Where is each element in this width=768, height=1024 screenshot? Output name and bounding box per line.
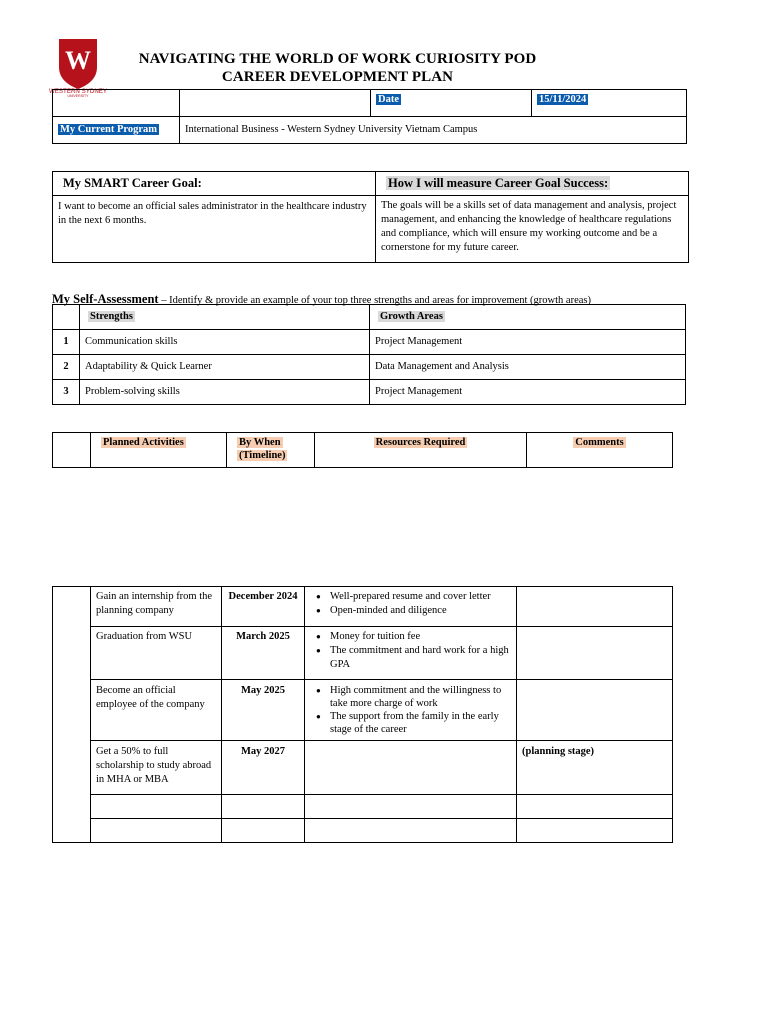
comment-cell: (planning stage) (517, 741, 673, 795)
strengths-table (52, 304, 686, 405)
resources-list (310, 684, 511, 736)
resources-header: Resources Required (375, 437, 466, 448)
strength-cell: Communication skills (80, 330, 370, 355)
planned-activities-header: Planned Activities (103, 437, 184, 448)
document-title (100, 51, 575, 86)
timeline-header: (Timeline) (239, 450, 286, 461)
activity-cell: Graduation from WSU (91, 627, 222, 680)
program-label: My Current Program (60, 124, 158, 135)
info-table (52, 89, 687, 144)
table-row (53, 819, 673, 843)
resources-list (310, 630, 511, 672)
timeline-cell: December 2024 (222, 587, 305, 627)
table-row (53, 627, 673, 680)
activity-cell: Become an official employee of the company (91, 680, 222, 741)
university-logo (48, 37, 108, 98)
table-row (53, 587, 673, 627)
table-row (53, 330, 686, 355)
comments-header: Comments (575, 437, 624, 448)
growth-areas-header: Growth Areas (380, 311, 443, 322)
table-row (53, 355, 686, 380)
plan-table (52, 586, 673, 843)
row-number: 1 (53, 330, 80, 355)
comment-cell (517, 627, 673, 680)
row-number: 2 (53, 355, 80, 380)
program-value: International Business - Western Sydney University Vietnam Campus (180, 117, 687, 144)
comment-cell (517, 680, 673, 741)
plan-header-table (52, 432, 673, 468)
timeline-cell: March 2025 (222, 627, 305, 680)
timeline-cell: May 2025 (222, 680, 305, 741)
smart-goal-label: My SMART Career Goal: (63, 175, 202, 190)
table-row (53, 680, 673, 741)
table-row (53, 380, 686, 405)
svg-text:W: W (65, 46, 91, 75)
by-when-header: By When (239, 437, 281, 448)
date-label: Date (378, 94, 399, 105)
resources-list (310, 590, 511, 618)
table-row (53, 741, 673, 795)
list-item: ● Well-prepared resume and cover letter (330, 590, 511, 604)
strengths-header: Strengths (90, 311, 133, 322)
smart-goal-text: I want to become an official sales administrator in the healthcare industry in the next 6 months. (53, 196, 376, 263)
shield-logo-icon (48, 37, 108, 98)
svg-text:UNIVERSITY: UNIVERSITY (67, 94, 89, 98)
strength-cell: Adaptability & Quick Learner (80, 355, 370, 380)
list-item: ● Open-minded and diligence (330, 604, 511, 618)
growth-cell: Data Management and Analysis (370, 355, 686, 380)
self-assessment-title: My Self-Assessment (52, 292, 159, 306)
title-line-1: NAVIGATING THE WORLD OF WORK CURIOSITY POD (138, 51, 537, 67)
strength-cell: Problem-solving skills (80, 380, 370, 405)
date-value: 15/11/2024 (539, 94, 587, 105)
growth-cell: Project Management (370, 330, 686, 355)
career-goal-table (52, 171, 689, 263)
measure-text: The goals will be a skills set of data management and analysis, project management, and enhancing the knowledge of healthcare regulations and compliance, which will ensure my working outcome and be a cornerstone for my future career. (376, 196, 689, 263)
comment-cell (517, 587, 673, 627)
activity-cell: Gain an internship from the planning company (91, 587, 222, 627)
svg-text:WESTERN SYDNEY: WESTERN SYDNEY (48, 88, 108, 95)
measure-label: How I will measure Career Goal Success: (388, 175, 609, 190)
title-line-2: CAREER DEVELOPMENT PLAN (221, 69, 454, 85)
row-number: 3 (53, 380, 80, 405)
self-assessment-subtitle: – Identify & provide an example of your top three strengths and areas for improvement (growth areas) (158, 295, 591, 306)
list-item: ● The commitment and hard work for a high GPA (330, 644, 511, 672)
list-item: ● The support from the family in the early stage of the career (330, 710, 511, 736)
list-item: ● Money for tuition fee (330, 630, 511, 644)
growth-cell: Project Management (370, 380, 686, 405)
list-item: ● High commitment and the willingness to take more charge of work (330, 684, 511, 710)
timeline-cell: May 2027 (222, 741, 305, 795)
table-row (53, 795, 673, 819)
activity-cell: Get a 50% to full scholarship to study abroad in MHA or MBA (91, 741, 222, 795)
